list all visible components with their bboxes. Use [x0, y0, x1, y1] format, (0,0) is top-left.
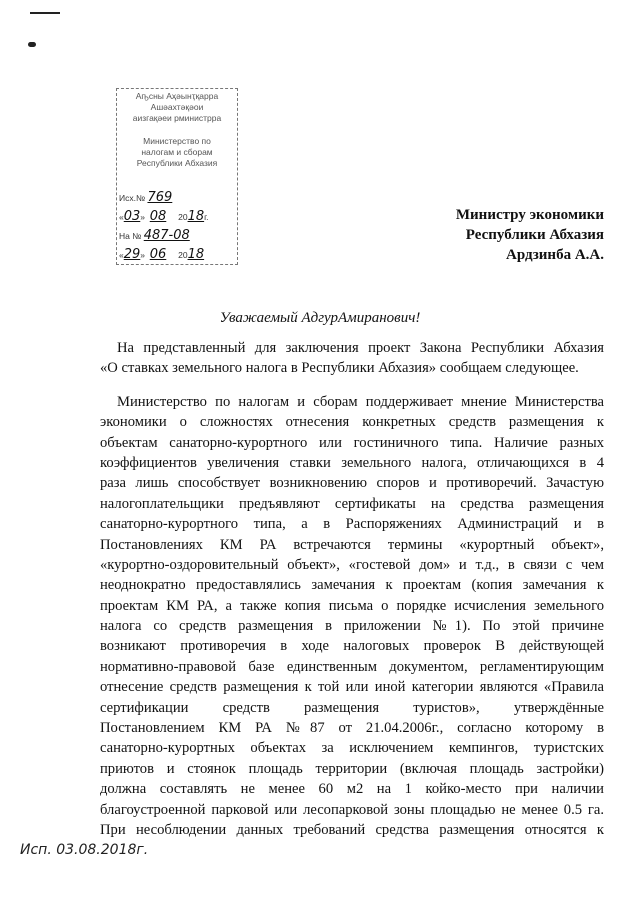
text-line: Министерство по налогам и сборам поддерживает мнение Министерства [117, 393, 604, 410]
text-line: «О ставках земельного налога в Республики Абхазия» сообщаем следующее. [100, 360, 579, 377]
text-line: коэффициентов увеличения ставки земельного налога, отличающихся в 4 [100, 454, 604, 471]
scan-artifact [28, 42, 36, 47]
incoming-date: «29» 06 2018 [119, 247, 205, 262]
text-line: Постановлением КМ РА №87 от 21.04.2006г., согласно которому в [100, 720, 604, 737]
text-line: налога со средств размещения в приложении №1). По этой причине [100, 618, 604, 635]
incoming-number: На № 487-08 [119, 228, 190, 243]
text-line: отнесение средств размещения к той или иной категории являются «Правила [100, 679, 604, 696]
text-line: приютов и стоянок площадь территории (включая площадь застройки) [100, 760, 604, 777]
outgoing-number: Исх.№ 769 [119, 190, 173, 205]
text-line: сертификации средств размещения туристов», утверждённые [100, 699, 604, 716]
outgoing-date: «03» 08 2018г. [119, 209, 209, 224]
stamp-line: Аҧсны Аҳәынҭқарра [135, 91, 219, 101]
addressee-line: Министру экономики [455, 207, 604, 223]
addressee [456, 205, 604, 265]
letter-body [100, 338, 604, 840]
stamp-line: Ашәахтәқәои [150, 102, 204, 112]
text-line: должна составлять не менее 60 м2 на 1 койко-место при наличии [100, 781, 604, 798]
stamp-line: аизгақәеи рминистрра [132, 113, 222, 123]
text-line: благоустроенной парковой или лесопарковой зоны площадью не менее 0.5 га. [100, 801, 604, 818]
registration-stamp [116, 88, 238, 265]
scan-artifact [30, 12, 60, 14]
text-line: Постановлениях КМ РА встречаются термины «курортный объект», [100, 536, 604, 553]
text-line: раза лишь способствует возникновению споров и противоречий. Зачастую [100, 475, 604, 492]
stamp-line: Республики Абхазия [136, 158, 218, 168]
text-line: налогоплательщики предъявляют сертификаты на средства размещения [100, 495, 604, 512]
text-line: санаторно-курортных объектах за исключением кемпингов, туристских [100, 740, 604, 757]
text-line: нормативно-правовой базе единственным документом, регламентирующим [100, 658, 604, 675]
salutation: Уважаемый АдгурАмиранович! [219, 310, 421, 326]
text-line: «курортно-оздоровительный объект», «гостевой дом» и т.д., в связи с чем [100, 556, 604, 573]
text-line: экономики о сложностях отнесения конкретных средств размещения к [100, 414, 604, 431]
text-line: При несоблюдении данных требований средства размещения относятся к [100, 821, 604, 838]
text-line: санаторно-курортного типа, а в Распоряжениях Администраций и в [100, 516, 604, 533]
text-line: На представленный для заключения проект Закона Республики Абхазия [117, 340, 604, 356]
text-line: объектам санаторно-курортного или гостиничного типа. Наличие разных [100, 434, 604, 451]
stamp-line: налогам и сборам [141, 147, 213, 157]
addressee-line: Ардзинба А.А. [506, 247, 604, 263]
stamp-line: Министерство по [143, 136, 211, 146]
text-line: проектам КМ РА, а также копия письма о порядке исчисления земельного [100, 597, 604, 614]
text-line: возникают противоречия в ходе налоговых проверок В действующей [100, 638, 604, 655]
text-line: неоднократно предоставлялись замечания к проектам (копия замечания к [100, 577, 604, 594]
addressee-line: Республики Абхазия [465, 227, 604, 243]
handwritten-executor-note: Исп. 03.08.2018г. [20, 842, 149, 858]
